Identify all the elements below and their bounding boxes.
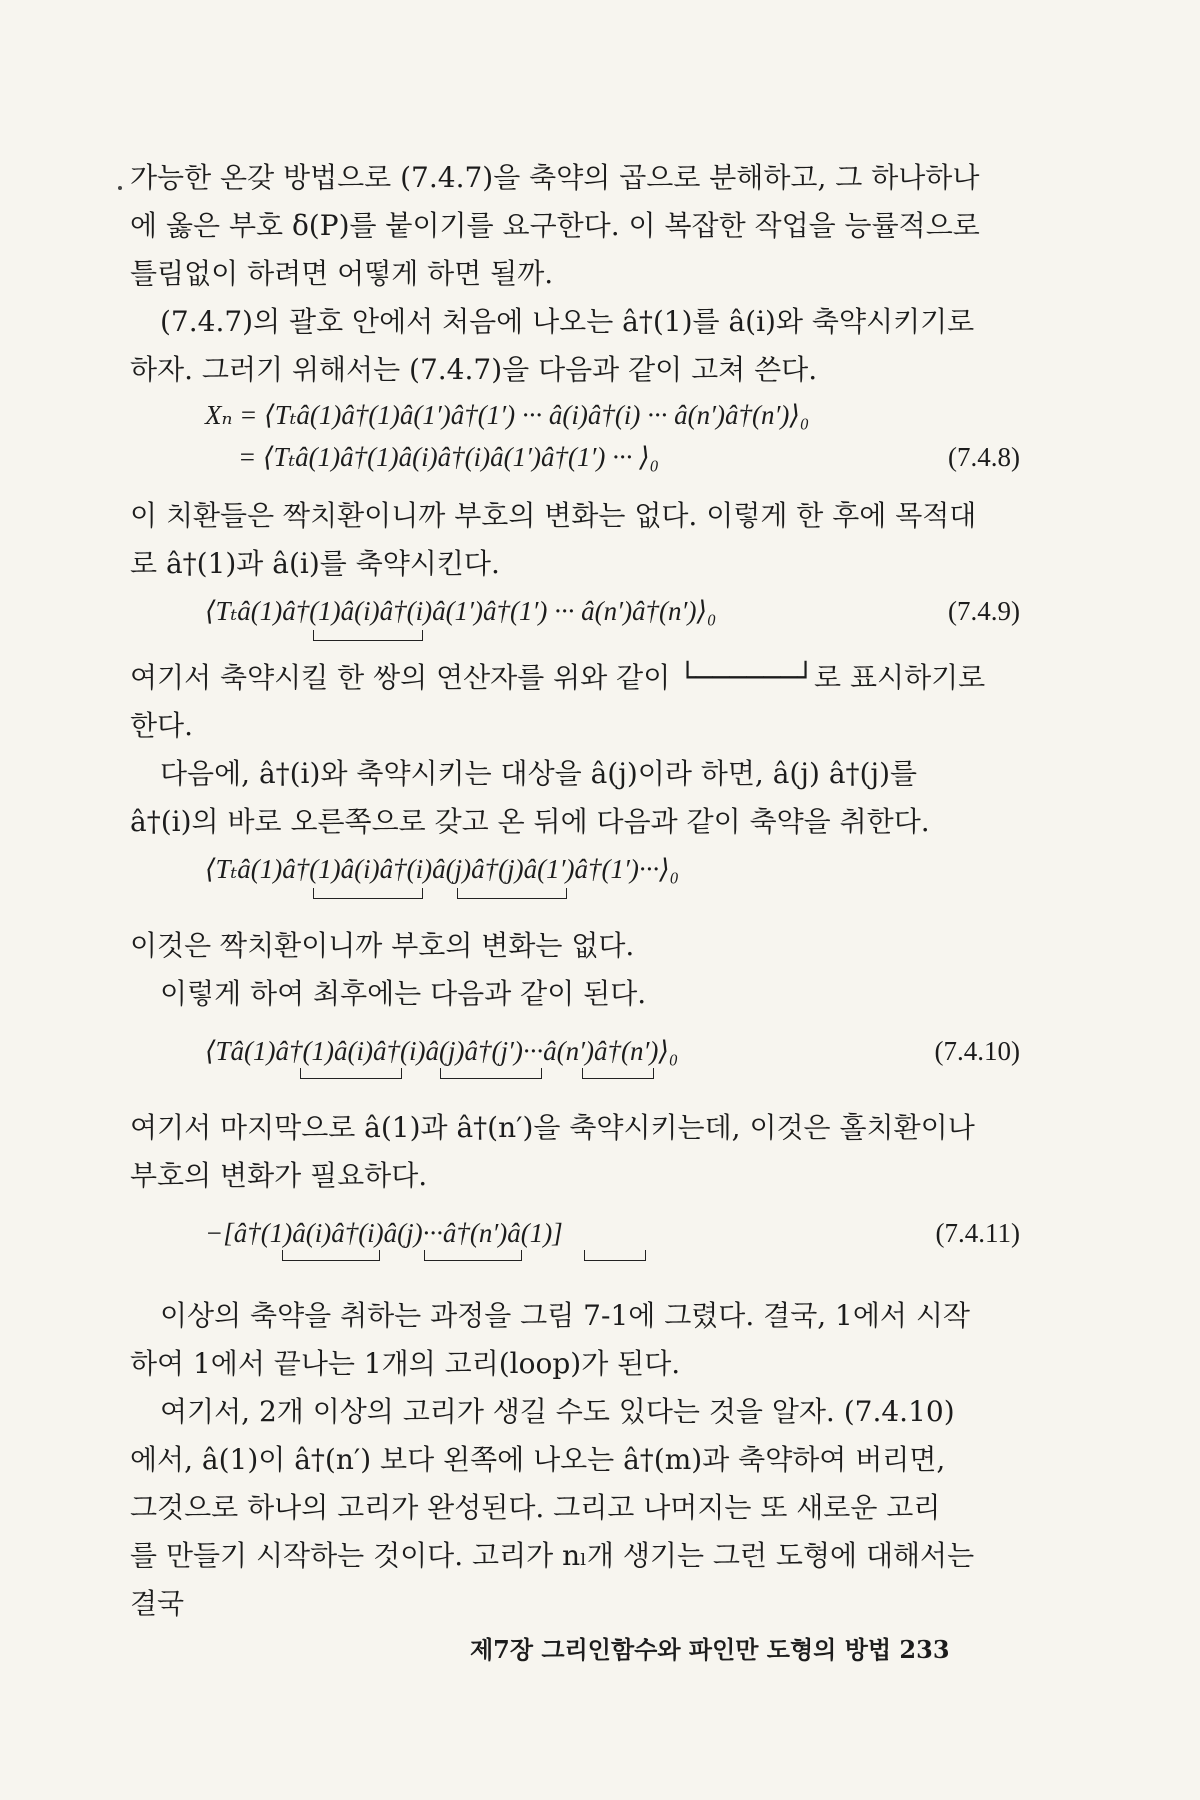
text-line: 하여 1에서 끝나는 1개의 고리(loop)가 된다. bbox=[130, 1347, 681, 1380]
text-line: 다음에, â†(i)와 축약시키는 대상을 â(j)이라 하면, â(j) â†(j)를 bbox=[160, 757, 918, 790]
margin-mark bbox=[118, 186, 122, 190]
text-line: 결국 bbox=[130, 1587, 185, 1620]
equation-7-4-10: ⟨Tâ(1)â†(1)â(i)â†(i)â(j)â†(j′)···â(n′)â†(n′)⟩₀ bbox=[205, 1036, 679, 1066]
contraction-bracket bbox=[313, 630, 423, 641]
equation-number: (7.4.9) bbox=[948, 596, 1020, 626]
text-line: 그것으로 하나의 고리가 완성된다. 그리고 나머지는 또 새로운 고리 bbox=[130, 1491, 941, 1524]
contraction-bracket bbox=[424, 1250, 522, 1261]
equation-contraction-step: ⟨Tₜâ(1)â†(1)â(i)â†(i)â(j)â†(j)â(1′)â†(1′)···⟩₀ bbox=[205, 854, 680, 884]
text-line: 를 만들기 시작하는 것이다. 고리가 nₗ개 생기는 그런 도형에 대해서는 bbox=[130, 1539, 975, 1572]
equation-number: (7.4.11) bbox=[935, 1218, 1020, 1248]
text-line: â†(i)의 바로 오른쪽으로 갖고 온 뒤에 다음과 같이 축약을 취한다. bbox=[130, 805, 930, 838]
text-line: 여기서 축약시킬 한 쌍의 연산자를 위와 같이 └──────┘로 표시하기로 bbox=[130, 661, 986, 694]
contraction-bracket bbox=[440, 1068, 542, 1079]
equation-7-4-11: −[â†(1)â(i)â†(i)â(j)···â†(n′)â(1)] bbox=[205, 1218, 563, 1248]
text-line: 이상의 축약을 취하는 과정을 그림 7-1에 그렸다. 결국, 1에서 시작 bbox=[160, 1299, 970, 1332]
equation-7-4-8-line1: Xₙ = ⟨Tₜâ(1)â†(1)â(1′)â†(1′) ··· â(i)â†(i) ··· â(n′)â†(n′)⟩₀ bbox=[205, 400, 810, 430]
text-line: 여기서 마지막으로 â(1)과 â†(n′)을 축약시키는데, 이것은 홀치환이나 bbox=[130, 1111, 975, 1144]
contraction-bracket bbox=[313, 888, 423, 899]
text-line: (7.4.7)의 괄호 안에서 처음에 나오는 â†(1)를 â(i)와 축약시키기로 bbox=[160, 305, 975, 338]
contraction-bracket bbox=[582, 1068, 654, 1079]
text-line: 한다. bbox=[130, 709, 193, 742]
text-line: 이것은 짝치환이니까 부호의 변화는 없다. bbox=[130, 929, 635, 962]
text-line: 이 치환들은 짝치환이니까 부호의 변화는 없다. 이렇게 한 후에 목적대 bbox=[130, 499, 977, 532]
contraction-bracket bbox=[300, 1068, 402, 1079]
text-line: 여기서, 2개 이상의 고리가 생길 수도 있다는 것을 알자. (7.4.10) bbox=[160, 1395, 955, 1428]
equation-7-4-8-line2: = ⟨Tₜâ(1)â†(1)â(i)â†(i)â(1′)â†(1′) ··· ⟩₀ bbox=[238, 442, 660, 472]
equation-number: (7.4.10) bbox=[934, 1036, 1020, 1066]
contraction-bracket bbox=[457, 888, 567, 899]
contraction-bracket bbox=[584, 1250, 646, 1261]
contraction-bracket bbox=[282, 1250, 380, 1261]
text-line: 이렇게 하여 최후에는 다음과 같이 된다. bbox=[160, 977, 647, 1010]
page-footer: 제7장 그리인함수와 파인만 도형의 방법 233 bbox=[470, 1635, 950, 1664]
equation-number: (7.4.8) bbox=[948, 442, 1020, 472]
text-line: 에서, â(1)이 â†(n′) 보다 왼쪽에 나오는 â†(m)과 축약하여 버리면, bbox=[130, 1443, 946, 1476]
text-line: 가능한 온갖 방법으로 (7.4.7)을 축약의 곱으로 분해하고, 그 하나하나 bbox=[130, 161, 980, 194]
text-line: 로 â†(1)과 â(i)를 축약시킨다. bbox=[130, 547, 500, 580]
text-line: 에 옳은 부호 δ(P)를 붙이기를 요구한다. 이 복잡한 작업을 능률적으로 bbox=[130, 209, 980, 242]
text-line: 부호의 변화가 필요하다. bbox=[130, 1159, 428, 1192]
text-line: 틀림없이 하려면 어떻게 하면 될까. bbox=[130, 257, 554, 290]
text-line: 하자. 그러기 위해서는 (7.4.7)을 다음과 같이 고쳐 쓴다. bbox=[130, 353, 818, 386]
equation-7-4-9: ⟨Tₜâ(1)â†(1)â(i)â†(i)â(1′)â†(1′) ··· â(n′)â†(n′)⟩₀ bbox=[205, 596, 717, 626]
